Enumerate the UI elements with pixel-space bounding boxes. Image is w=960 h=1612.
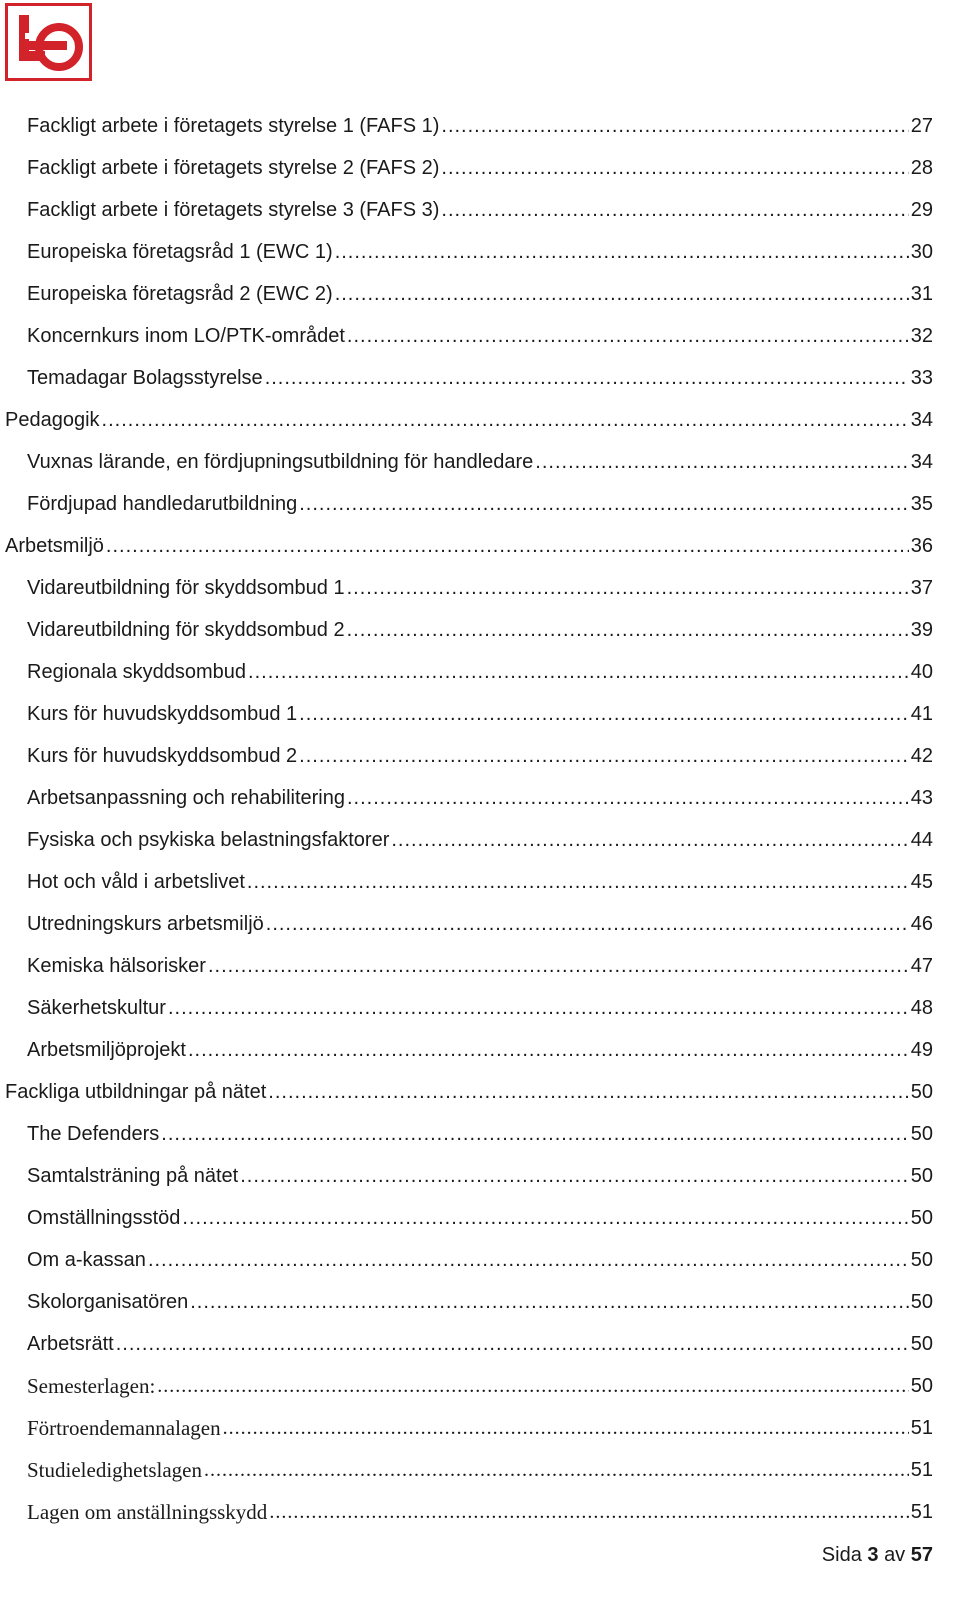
toc-entry[interactable] xyxy=(0,651,960,693)
toc-entry-title: Arbetsrätt xyxy=(27,1332,114,1355)
toc-entry[interactable] xyxy=(0,105,960,147)
toc-dot-leader xyxy=(441,199,908,222)
toc-entry-title: Fackliga utbildningar på nätet xyxy=(5,1080,267,1103)
toc-entry-page-number: 50 xyxy=(910,1290,933,1313)
toc-entry[interactable] xyxy=(0,1281,960,1323)
toc-entry-page-number: 47 xyxy=(910,954,933,977)
toc-entry[interactable] xyxy=(0,189,960,231)
toc-dot-leader xyxy=(106,535,909,558)
toc-entry-title: Kurs för huvudskyddsombud 2 xyxy=(27,744,298,767)
toc-dot-leader xyxy=(265,367,909,390)
toc-entry[interactable] xyxy=(0,1155,960,1197)
toc-entry[interactable] xyxy=(0,987,960,1029)
toc-entry-title: Vidareutbildning för skyddsombud 1 xyxy=(27,576,345,599)
toc-entry-title: Förtroendemannalagen xyxy=(27,1415,221,1440)
toc-entry-title: Arbetsmiljöprojekt xyxy=(27,1038,186,1061)
toc-entry-page-number: 42 xyxy=(910,744,933,767)
toc-entry-page-number: 50 xyxy=(910,1374,933,1397)
toc-dot-leader xyxy=(347,325,909,348)
toc-dot-leader xyxy=(204,1459,909,1482)
toc-entry[interactable] xyxy=(0,483,960,525)
toc-entry-page-number: 46 xyxy=(910,912,933,935)
toc-entry-page-number: 51 xyxy=(910,1416,933,1439)
toc-entry-title: Vidareutbildning för skyddsombud 2 xyxy=(27,618,345,641)
toc-entry-title: Studieledighetslagen xyxy=(27,1457,202,1482)
toc-entry-title: Vuxnas lärande, en fördjupningsutbildning för handledare xyxy=(27,450,534,473)
toc-entry[interactable] xyxy=(0,945,960,987)
toc-entry-page-number: 48 xyxy=(910,996,933,1019)
toc-entry[interactable] xyxy=(0,1071,960,1113)
toc-dot-leader xyxy=(188,1039,909,1062)
toc-entry-page-number: 34 xyxy=(910,450,933,473)
toc-entry[interactable] xyxy=(0,1113,960,1155)
toc-entry[interactable] xyxy=(0,1491,960,1533)
toc-entry[interactable] xyxy=(0,399,960,441)
toc-dot-leader xyxy=(168,997,909,1020)
toc-entry-title: Lagen om anställningsskydd xyxy=(27,1499,268,1524)
toc-entry-page-number: 32 xyxy=(910,324,933,347)
footer-current-page: 3 xyxy=(867,1544,879,1566)
toc-dot-leader xyxy=(269,1501,908,1524)
toc-entry[interactable] xyxy=(0,357,960,399)
toc-entry-page-number: 34 xyxy=(910,408,933,431)
toc-dot-leader xyxy=(248,661,909,684)
footer-middle: av xyxy=(884,1544,906,1566)
toc-entry-page-number: 28 xyxy=(910,156,933,179)
toc-entry[interactable] xyxy=(0,903,960,945)
toc-entry[interactable] xyxy=(0,1407,960,1449)
toc-dot-leader xyxy=(299,703,909,726)
toc-entry[interactable] xyxy=(0,231,960,273)
toc-dot-leader xyxy=(299,745,909,768)
toc-dot-leader xyxy=(190,1291,909,1314)
footer-prefix: Sida xyxy=(821,1544,862,1566)
toc-dot-leader xyxy=(391,829,908,852)
toc-dot-leader xyxy=(266,913,909,936)
toc-entry-page-number: 27 xyxy=(910,114,933,137)
toc-entry-page-number: 50 xyxy=(910,1248,933,1271)
lo-logo xyxy=(5,3,92,81)
toc-dot-leader xyxy=(535,451,908,474)
toc-entry-page-number: 50 xyxy=(910,1206,933,1229)
toc-entry-title: Fackligt arbete i företagets styrelse 3 (FAFS 3) xyxy=(27,198,440,221)
toc-entry-page-number: 31 xyxy=(910,282,933,305)
toc-entry-page-number: 45 xyxy=(910,870,933,893)
toc-entry-title: Pedagogik xyxy=(5,408,100,431)
page-number-footer xyxy=(822,1544,933,1567)
toc-entry-title: Kemiska hälsorisker xyxy=(27,954,206,977)
toc-dot-leader xyxy=(240,1165,909,1188)
toc-entry-page-number: 30 xyxy=(910,240,933,263)
toc-entry-title: Samtalsträning på nätet xyxy=(27,1164,239,1187)
toc-dot-leader xyxy=(347,577,909,600)
toc-entry-page-number: 50 xyxy=(910,1332,933,1355)
toc-dot-leader xyxy=(335,283,909,306)
toc-entry-page-number: 43 xyxy=(910,786,933,809)
toc-entry[interactable] xyxy=(0,525,960,567)
toc-entry-title: Utredningskurs arbetsmiljö xyxy=(27,912,264,935)
toc-entry-page-number: 37 xyxy=(910,576,933,599)
toc-entry-page-number: 29 xyxy=(910,198,933,221)
toc-dot-leader xyxy=(441,157,908,180)
toc-dot-leader xyxy=(268,1081,908,1104)
toc-entry[interactable] xyxy=(0,147,960,189)
toc-entry-page-number: 50 xyxy=(910,1122,933,1145)
toc-entry[interactable] xyxy=(0,861,960,903)
toc-entry[interactable] xyxy=(0,315,960,357)
toc-entry-title: Säkerhetskultur xyxy=(27,996,166,1019)
toc-entry[interactable] xyxy=(0,609,960,651)
toc-entry[interactable] xyxy=(0,1323,960,1365)
toc-dot-leader xyxy=(208,955,909,978)
table-of-contents xyxy=(0,105,960,1533)
toc-dot-leader xyxy=(182,1207,908,1230)
toc-dot-leader xyxy=(299,493,909,516)
toc-entry-page-number: 51 xyxy=(910,1458,933,1481)
toc-entry[interactable] xyxy=(0,777,960,819)
toc-entry-title: Arbetsanpassning och rehabilitering xyxy=(27,786,345,809)
toc-entry-page-number: 36 xyxy=(910,534,933,557)
toc-entry-title: Omställningsstöd xyxy=(27,1206,181,1229)
toc-entry-title: Fördjupad handledarutbildning xyxy=(27,492,298,515)
toc-dot-leader xyxy=(102,409,909,432)
toc-dot-leader xyxy=(247,871,909,894)
toc-entry-title: Fackligt arbete i företagets styrelse 1 (FAFS 1) xyxy=(27,114,440,137)
toc-dot-leader xyxy=(157,1375,908,1398)
toc-entry-title: Europeiska företagsråd 1 (EWC 1) xyxy=(27,240,333,263)
toc-dot-leader xyxy=(148,1249,909,1272)
footer-total-pages: 57 xyxy=(910,1544,933,1566)
toc-entry-page-number: 50 xyxy=(910,1080,933,1103)
toc-entry-page-number: 49 xyxy=(910,1038,933,1061)
toc-entry-title: Hot och våld i arbetslivet xyxy=(27,870,245,893)
toc-entry[interactable] xyxy=(0,441,960,483)
toc-entry-page-number: 51 xyxy=(910,1500,933,1523)
toc-entry-title: Europeiska företagsråd 2 (EWC 2) xyxy=(27,282,333,305)
toc-dot-leader xyxy=(116,1333,909,1356)
toc-entry-page-number: 40 xyxy=(910,660,933,683)
toc-entry[interactable] xyxy=(0,273,960,315)
toc-entry[interactable] xyxy=(0,1239,960,1281)
toc-entry-page-number: 50 xyxy=(910,1164,933,1187)
toc-entry-title: Temadagar Bolagsstyrelse xyxy=(27,366,263,389)
toc-dot-leader xyxy=(161,1123,908,1146)
toc-entry-page-number: 35 xyxy=(910,492,933,515)
toc-entry[interactable] xyxy=(0,819,960,861)
toc-dot-leader xyxy=(335,241,909,264)
toc-entry-title: Fackligt arbete i företagets styrelse 2 (FAFS 2) xyxy=(27,156,440,179)
toc-entry-title: Fysiska och psykiska belastningsfaktorer xyxy=(27,828,390,851)
toc-entry-page-number: 44 xyxy=(910,828,933,851)
toc-dot-leader xyxy=(441,115,908,138)
toc-entry[interactable] xyxy=(0,1449,960,1491)
toc-entry-title: Regionala skyddsombud xyxy=(27,660,247,683)
toc-entry[interactable] xyxy=(0,1029,960,1071)
toc-entry-title: Koncernkurs inom LO/PTK-området xyxy=(27,324,345,347)
toc-entry-page-number: 41 xyxy=(910,702,933,725)
toc-entry-title: Skolorganisatören xyxy=(27,1290,189,1313)
toc-entry[interactable] xyxy=(0,1365,960,1407)
toc-entry-title: Arbetsmiljö xyxy=(5,534,104,557)
toc-entry[interactable] xyxy=(0,693,960,735)
toc-entry[interactable] xyxy=(0,735,960,777)
toc-dot-leader xyxy=(223,1417,909,1440)
toc-entry-title: Kurs för huvudskyddsombud 1 xyxy=(27,702,298,725)
toc-dot-leader xyxy=(347,619,909,642)
toc-entry[interactable] xyxy=(0,1197,960,1239)
toc-entry[interactable] xyxy=(0,567,960,609)
toc-entry-page-number: 33 xyxy=(910,366,933,389)
toc-entry-page-number: 39 xyxy=(910,618,933,641)
toc-entry-title: The Defenders xyxy=(27,1122,160,1145)
toc-entry-title: Semesterlagen: xyxy=(27,1373,156,1398)
toc-dot-leader xyxy=(347,787,909,810)
toc-entry-title: Om a-kassan xyxy=(27,1248,146,1271)
